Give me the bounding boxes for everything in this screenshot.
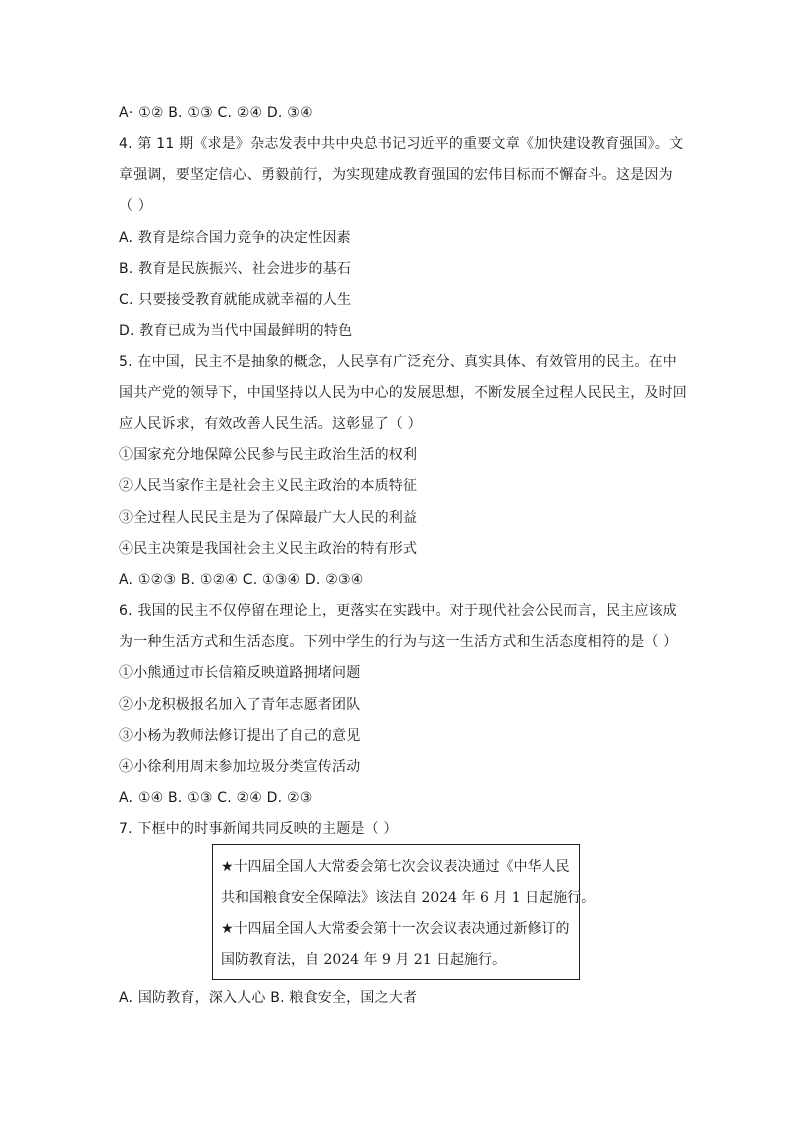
news-box — [212, 844, 596, 980]
q6-item-2: ②小龙积极报名加入了青年志愿者团队 — [119, 697, 361, 713]
q6-item-4: ④小徐利用周末参加垃圾分类宣传活动 — [119, 759, 361, 775]
q4-option-d: D. 教育已成为当代中国最鲜明的特色 — [119, 323, 353, 339]
q5-item-2: ②人民当家作主是社会主义民主政治的本质特征 — [119, 478, 418, 494]
q5-item-4: ④民主决策是我国社会主义民主政治的特有形式 — [119, 541, 418, 557]
q5-stem-line-2: 国共产党的领导下，中国坚持以人民为中心的发展思想，不断发展全过程人民民主，及时回 — [119, 385, 687, 401]
news-item-2-text: 十四届全国人大常委会第十一次会议表决通过新修订的 — [233, 921, 570, 937]
q6-item-3: ③小杨为教师法修订提出了自己的意见 — [119, 728, 361, 744]
q7-stem: 7. 下框中的时事新闻共同反映的主题是（ ） — [119, 821, 398, 837]
q4-option-c: C. 只要接受教育就能成就幸福的人生 — [119, 292, 352, 308]
q3-options: A· ①② B. ①③ C. ②④ D. ③④ — [119, 105, 313, 121]
news-item-2-line-1 — [221, 919, 570, 939]
q7-options: A. 国防教育，深入人心 B. 粮食安全，国之大者 — [119, 990, 418, 1006]
news-item-1-line-1 — [221, 857, 570, 877]
q6-options: A. ①④ B. ①③ C. ②④ D. ②③ — [119, 790, 313, 806]
q6-item-1: ①小熊通过市长信箱反映道路拥堵问题 — [119, 665, 361, 681]
q4-option-a: A. 教育是综合国力竞争的决定性因素 — [119, 230, 351, 246]
q5-options: A. ①②③ B. ①②④ C. ①③④ D. ②③④ — [119, 572, 364, 588]
star-icon: ★ — [221, 921, 234, 937]
q5-item-1: ①国家充分地保障公民参与民主政治生活的权利 — [119, 447, 418, 463]
q6-stem-line-2: 为一种生活方式和生活态度。下列中学生的行为与这一生活方式和生活态度相符的是（ ） — [119, 634, 678, 650]
news-item-1-text: 十四届全国人大常委会第七次会议表决通过《中华人民 — [233, 859, 570, 875]
q4-option-b: B. 教育是民族振兴、社会进步的基石 — [119, 261, 352, 277]
q5-stem-line-3: 应人民诉求，有效改善人民生活。这彰显了（ ） — [119, 416, 422, 432]
news-item-1-line-2: 共和国粮食安全保障法》该法自 2024 年 6 月 1 日起施行。 — [221, 890, 596, 906]
q4-stem-line-1: 4. 第 11 期《求是》杂志发表中共中央总书记习近平的重要文章《加快建设教育强国》。文 — [119, 136, 684, 152]
q6-stem-line-1: 6. 我国的民主不仅停留在理论上，更落实在实践中。对于现代社会公民而言，民主应该成 — [119, 603, 678, 619]
q5-item-3: ③全过程人民民主是为了保障最广大人民的利益 — [119, 510, 418, 526]
q5-stem-line-1: 5. 在中国，民主不是抽象的概念，人民享有广泛充分、真实具体、有效管用的民主。在中 — [119, 354, 678, 370]
q4-stem-line-2: 章强调，要坚定信心、勇毅前行，为实现建成教育强国的宏伟目标而不懈奋斗。这是因为 — [119, 167, 673, 183]
news-item-2-line-2: 国防教育法，自 2024 年 9 月 21 日起施行。 — [221, 952, 507, 968]
q4-stem-line-3: （ ） — [119, 198, 153, 214]
star-icon: ★ — [221, 859, 234, 875]
